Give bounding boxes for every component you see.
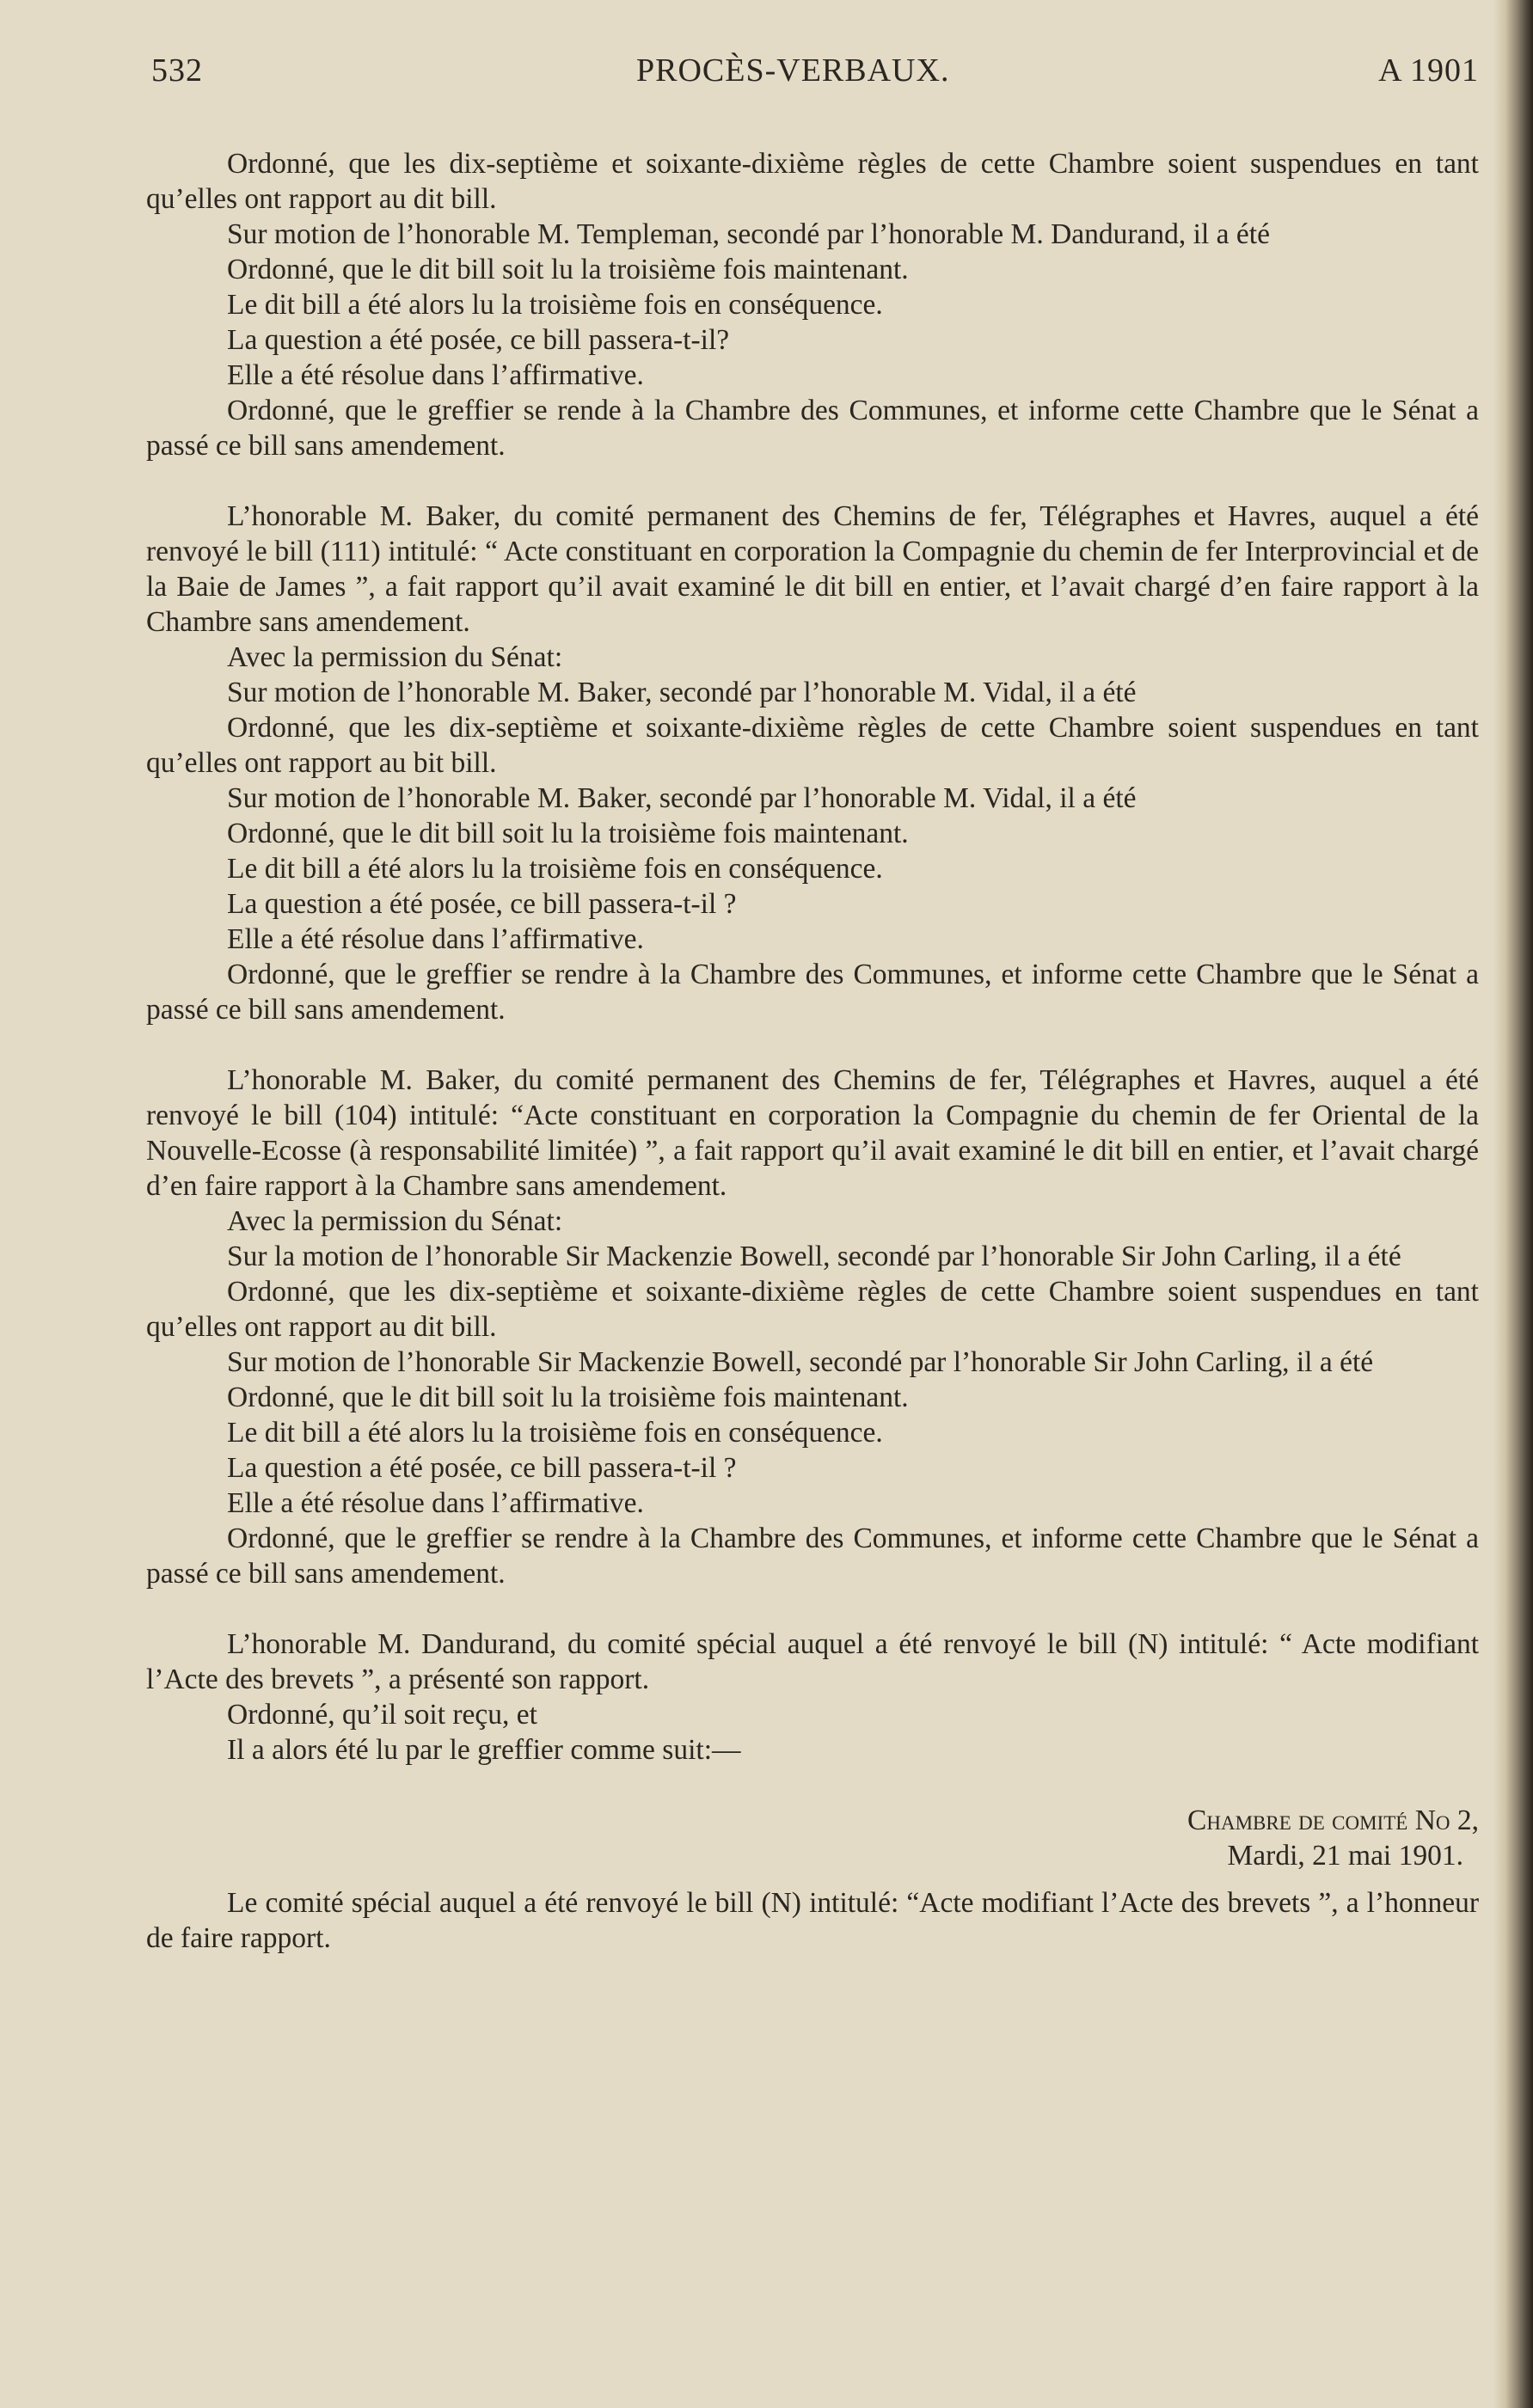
paragraph: Ordonné, que le dit bill soit lu la troisième fois maintenant. bbox=[227, 1382, 909, 1413]
paragraph: Elle a été résolue dans l’affirmative. bbox=[227, 359, 644, 391]
paragraph: Sur motion de l’honorable Sir Mackenzie Bowell, secondé par l’honorable Sir John Carling, il a été bbox=[227, 1346, 1374, 1378]
paragraph: Il a alors été lu par le greffier comme suit:— bbox=[227, 1734, 741, 1766]
paragraph: Ordonné, que les dix-septième et soixante-dixième règles de cette Chambre soient suspendues en tant qu’elles ont rapport au bit bill. bbox=[146, 712, 1479, 779]
report-spacer bbox=[146, 1873, 1479, 1885]
paragraph: Ordonné, que le greffier se rendre à la Chambre des Communes, et informe cette Chambre que le Sénat a passé ce bill sans amendement. bbox=[146, 1523, 1479, 1590]
paragraph: L’honorable M. Baker, du comité permanent des Chemins de fer, Télégraphes et Havres, auquel a été renvoyé le bill (104) intitulé: “Acte constituant en corporation la Compagnie du chemin de fer Oriental de la Nouvelle-Ecosse (à responsabilité limitée) ”, a fait rapport qu’il avait examiné le dit bill en entier, et l’avait chargé d’en faire rapport à la Chambre sans amendement. bbox=[146, 1064, 1479, 1202]
report-text: Le comité spécial auquel a été renvoyé le bill (N) intitulé: “Acte modifiant l’Acte des brevets ”, a l’honneur de faire rapport. bbox=[146, 1887, 1479, 1954]
section-spacer bbox=[146, 1027, 1479, 1063]
paragraph: Ordonné, que les dix-septième et soixante-dixième règles de cette Chambre soient suspendues en tant qu’elles ont rapport au dit bill. bbox=[146, 1276, 1479, 1343]
paragraph: Avec la permission du Sénat: bbox=[227, 1205, 563, 1237]
paragraph: Ordonné, que les dix-septième et soixante-dixième règles de cette Chambre soient suspendues en tant qu’elles ont rapport au dit bill. bbox=[146, 148, 1479, 215]
paragraph: Le dit bill a été alors lu la troisième fois en conséquence. bbox=[227, 1417, 883, 1449]
report-place: Chambre de comité No 2, bbox=[1187, 1804, 1479, 1836]
page-header bbox=[146, 52, 1479, 103]
paragraph: La question a été posée, ce bill passera-t-il? bbox=[227, 324, 730, 356]
section-spacer bbox=[146, 463, 1479, 499]
paragraph: La question a été posée, ce bill passera-t-il ? bbox=[227, 1452, 737, 1484]
paragraph: Elle a été résolue dans l’affirmative. bbox=[227, 923, 644, 955]
paragraph: Ordonné, que le greffier se rende à la Chambre des Communes, et informe cette Chambre que le Sénat a passé ce bill sans amendement. bbox=[146, 395, 1479, 462]
paragraph: Sur motion de l’honorable M. Baker, secondé par l’honorable M. Vidal, il a été bbox=[227, 677, 1137, 708]
paragraph: Sur motion de l’honorable M. Baker, secondé par l’honorable M. Vidal, il a été bbox=[227, 782, 1137, 814]
paragraph: Ordonné, qu’il soit reçu, et bbox=[227, 1699, 537, 1731]
running-title: PROCÈS-VERBAUX. bbox=[636, 52, 950, 89]
section-spacer bbox=[146, 1591, 1479, 1627]
section-spacer bbox=[146, 1768, 1479, 1803]
paragraph: La question a été posée, ce bill passera-t-il ? bbox=[227, 888, 737, 920]
paragraph: Sur la motion de l’honorable Sir Mackenzie Bowell, secondé par l’honorable Sir John Carling, il a été bbox=[227, 1241, 1401, 1272]
paragraph: Le dit bill a été alors lu la troisième fois en conséquence. bbox=[227, 289, 883, 321]
binding-gutter bbox=[1493, 0, 1533, 2408]
paragraph: Elle a été résolue dans l’affirmative. bbox=[227, 1487, 644, 1519]
page-number: 532 bbox=[151, 52, 203, 89]
paragraph: Ordonné, que le dit bill soit lu la troisième fois maintenant. bbox=[227, 254, 909, 285]
paragraph: Avec la permission du Sénat: bbox=[227, 641, 563, 673]
paragraph: Ordonné, que le greffier se rendre à la Chambre des Communes, et informe cette Chambre que le Sénat a passé ce bill sans amendement. bbox=[146, 959, 1479, 1026]
paragraph: L’honorable M. Baker, du comité permanent des Chemins de fer, Télégraphes et Havres, auquel a été renvoyé le bill (111) intitulé: “ Acte constituant en corporation la Compagnie du chemin de fer Interprovincial et de la Baie de James ”, a fait rapport qu’il avait examiné le dit bill en entier, et l’avait chargé d’en faire rapport à la Chambre sans amendement. bbox=[146, 500, 1479, 638]
paragraph: Ordonné, que le dit bill soit lu la troisième fois maintenant. bbox=[227, 818, 909, 849]
paragraph: Sur motion de l’honorable M. Templeman, secondé par l’honorable M. Dandurand, il a été bbox=[227, 218, 1270, 250]
page-body bbox=[146, 146, 1479, 1956]
report-date: Mardi, 21 mai 1901. bbox=[1227, 1840, 1463, 1872]
paragraph: L’honorable M. Dandurand, du comité spécial auquel a été renvoyé le bill (N) intitulé: “ Acte modifiant l’Acte des brevets ”, a présenté son rapport. bbox=[146, 1628, 1479, 1695]
session-year: A 1901 bbox=[1378, 52, 1479, 89]
paragraph: Le dit bill a été alors lu la troisième fois en conséquence. bbox=[227, 853, 883, 885]
